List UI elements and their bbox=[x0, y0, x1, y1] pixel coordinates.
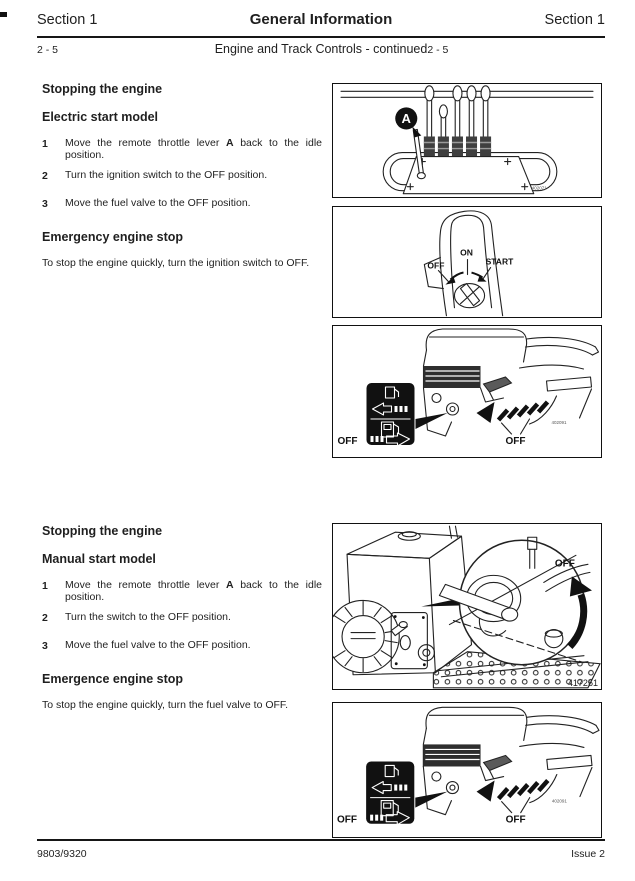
label-on: ON bbox=[460, 247, 473, 258]
step-text: Move the fuel valve to the OFF position. bbox=[65, 197, 251, 209]
header-rule bbox=[37, 36, 605, 38]
label-off: OFF bbox=[427, 260, 445, 271]
throttle-levers-illustration bbox=[333, 84, 601, 197]
label-off-decal: OFF bbox=[337, 436, 358, 447]
step-item bbox=[42, 138, 322, 161]
ignition-switch-illustration bbox=[333, 207, 601, 317]
step-text-pre: Move the remote throttle lever bbox=[65, 579, 226, 591]
footer-row bbox=[37, 848, 605, 860]
step-text-post: back to the idle position. bbox=[65, 137, 322, 161]
label-off: OFF bbox=[554, 558, 575, 570]
step-item bbox=[42, 170, 322, 182]
scan-edge-mark bbox=[0, 12, 7, 17]
heading-electric-start-model: Electric start model bbox=[42, 110, 159, 124]
figure-fuel-valve-electric bbox=[332, 325, 602, 458]
emergency-stop-text: To stop the engine quickly, turn the ignition switch to OFF. bbox=[42, 257, 310, 269]
step-text bbox=[65, 580, 322, 603]
step-number: 3 bbox=[42, 198, 48, 210]
step-text-bold: A bbox=[225, 137, 234, 149]
figure-code: 402091 bbox=[551, 798, 567, 804]
step-text bbox=[65, 138, 322, 161]
header-row-section bbox=[37, 11, 605, 28]
page-title: General Information bbox=[249, 11, 393, 28]
label-off-valve: OFF bbox=[505, 436, 526, 447]
step-item bbox=[42, 640, 322, 652]
lever-a-callout: A bbox=[401, 110, 411, 126]
fuel-valve-illustration bbox=[333, 326, 601, 457]
step-text-pre: Move the remote throttle lever bbox=[65, 137, 226, 149]
figure-throttle-levers bbox=[332, 83, 602, 198]
step-text-post: back to the idle position. bbox=[65, 579, 322, 603]
heading-manual-start-model: Manual start model bbox=[42, 552, 156, 566]
header-section-right: Section 1 bbox=[544, 12, 605, 28]
header-section-left: Section 1 bbox=[37, 12, 98, 28]
figure-ignition-switch bbox=[332, 206, 602, 318]
heading-stopping-engine: Stopping the engine bbox=[42, 82, 163, 96]
label-start: START bbox=[485, 256, 514, 267]
step-number: 3 bbox=[42, 640, 48, 652]
figure-code: 402091 bbox=[551, 420, 567, 425]
heading-stopping-engine: Stopping the engine bbox=[42, 524, 163, 538]
figure-code: 402071 bbox=[531, 185, 547, 191]
step-number: 2 bbox=[42, 170, 48, 182]
header-row-subtitle bbox=[37, 42, 605, 56]
step-item bbox=[42, 612, 322, 624]
page-number-right: 2 - 5 bbox=[427, 44, 449, 56]
footer-rule bbox=[37, 839, 605, 841]
manual-stop-switch-illustration bbox=[333, 524, 601, 689]
step-number: 1 bbox=[42, 580, 48, 592]
page-subtitle: Engine and Track Controls - continued bbox=[214, 42, 428, 56]
label-off-valve: OFF bbox=[505, 814, 526, 826]
publication-number: 9803/9320 bbox=[37, 848, 87, 860]
label-off-decal: OFF bbox=[337, 814, 358, 826]
step-item bbox=[42, 580, 322, 603]
figure-manual-stop-switch bbox=[332, 523, 602, 690]
step-text: Turn the ignition switch to the OFF position. bbox=[65, 169, 268, 181]
step-number: 2 bbox=[42, 612, 48, 624]
figure-fuel-valve-manual bbox=[332, 702, 602, 838]
step-item bbox=[42, 198, 322, 210]
step-text: Turn the switch to the OFF position. bbox=[65, 611, 231, 623]
step-text: Move the fuel valve to the OFF position. bbox=[65, 639, 251, 651]
step-text-bold: A bbox=[225, 579, 234, 591]
step-number: 1 bbox=[42, 138, 48, 150]
figure-code: 417251 bbox=[567, 677, 598, 688]
heading-emergency-stop: Emergency engine stop bbox=[42, 230, 184, 244]
page-number-left: 2 - 5 bbox=[37, 44, 59, 56]
fuel-valve-illustration bbox=[333, 703, 601, 837]
heading-emergency-stop: Emergence engine stop bbox=[42, 672, 184, 686]
emergency-stop-text: To stop the engine quickly, turn the fuel valve to OFF. bbox=[42, 699, 289, 711]
issue-number: Issue 2 bbox=[571, 848, 605, 860]
